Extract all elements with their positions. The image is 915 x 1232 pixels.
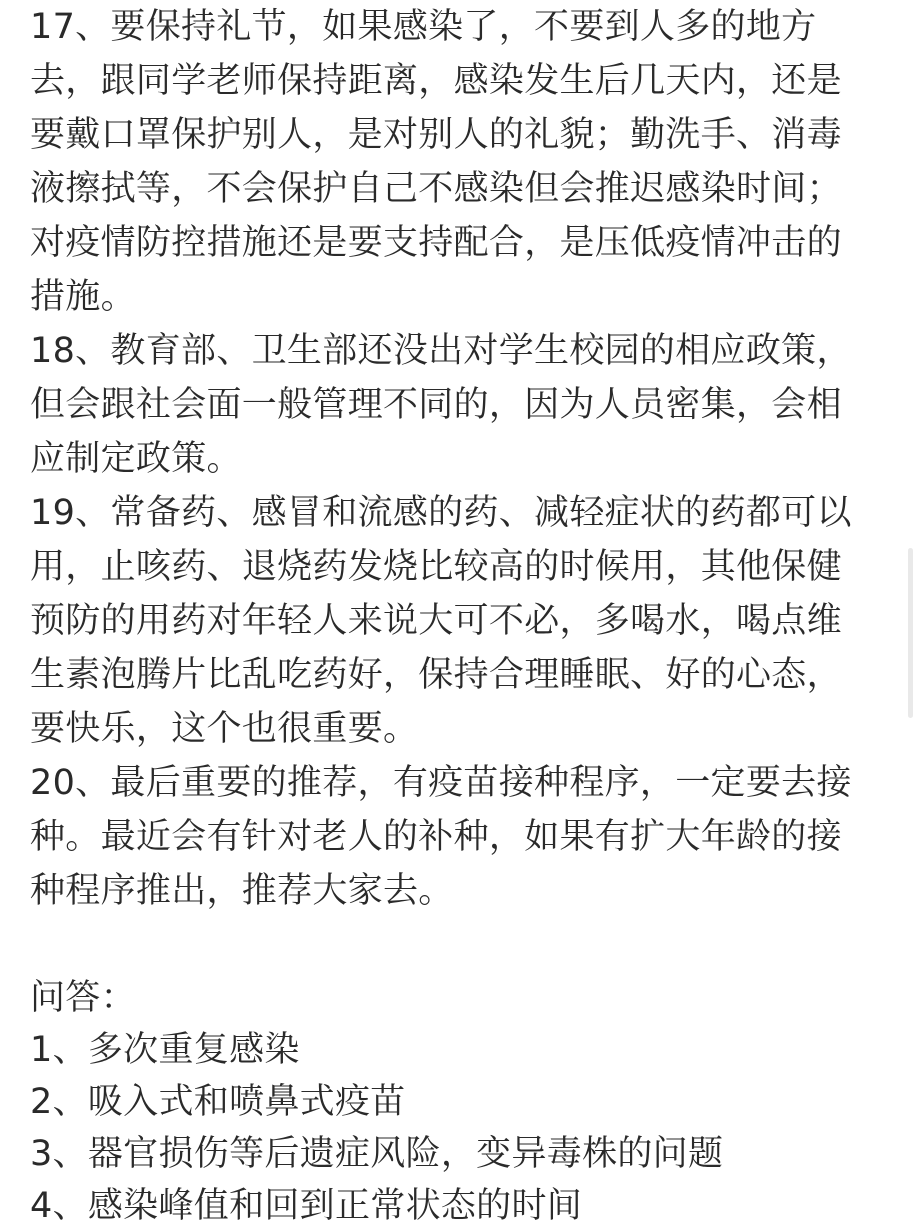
text-line: 17、要保持礼节，如果感染了，不要到人多的地方 [30,7,817,47]
qa-item: 3、器官损伤等后遗症风险，变异毒株的问题 [30,1134,724,1174]
text-line: 要戴口罩保护别人，是对别人的礼貌；勤洗手、消毒 [30,115,842,155]
text-line: 19、常备药、感冒和流感的药、减轻症状的药都可以 [30,493,852,533]
paragraph-17 [30,0,910,324]
qa-item: 1、多次重复感染 [30,1030,300,1070]
text-line: 对疫情防控措施还是要支持配合，是压低疫情冲击的 [30,223,842,263]
text-line: 去，跟同学老师保持距离，感染发生后几天内，还是 [30,61,842,101]
text-line: 措施。 [30,277,136,317]
text-line: 预防的用药对年轻人来说大可不必，多喝水，喝点维 [30,601,842,641]
qa-item: 4、感染峰值和回到正常状态的时间 [30,1186,583,1226]
blank-line [30,918,910,972]
text-line: 生素泡腾片比乱吃药好，保持合理睡眠、好的心态， [30,655,842,695]
paragraph-18 [30,324,910,486]
text-line: 应制定政策。 [30,439,242,479]
text-line: 20、最后重要的推荐，有疫苗接种程序，一定要去接 [30,763,852,803]
paragraph-20 [30,756,910,918]
qa-section [30,972,910,1232]
document-body [30,0,910,1232]
scrollbar[interactable] [908,548,913,718]
text-line: 液擦拭等，不会保护自己不感染但会推迟感染时间； [30,169,842,209]
text-line: 要快乐，这个也很重要。 [30,709,419,749]
text-line: 种程序推出，推荐大家去。 [30,871,454,911]
qa-heading: 问答： [30,978,136,1018]
text-line: 18、教育部、卫生部还没出对学生校园的相应政策， [30,331,852,371]
text-line: 但会跟社会面一般管理不同的，因为人员密集，会相 [30,385,842,425]
text-line: 用，止咳药、退烧药发烧比较高的时候用，其他保健 [30,547,842,587]
text-line: 种。最近会有针对老人的补种，如果有扩大年龄的接 [30,817,842,857]
paragraph-19 [30,486,910,756]
qa-item: 2、吸入式和喷鼻式疫苗 [30,1082,406,1122]
